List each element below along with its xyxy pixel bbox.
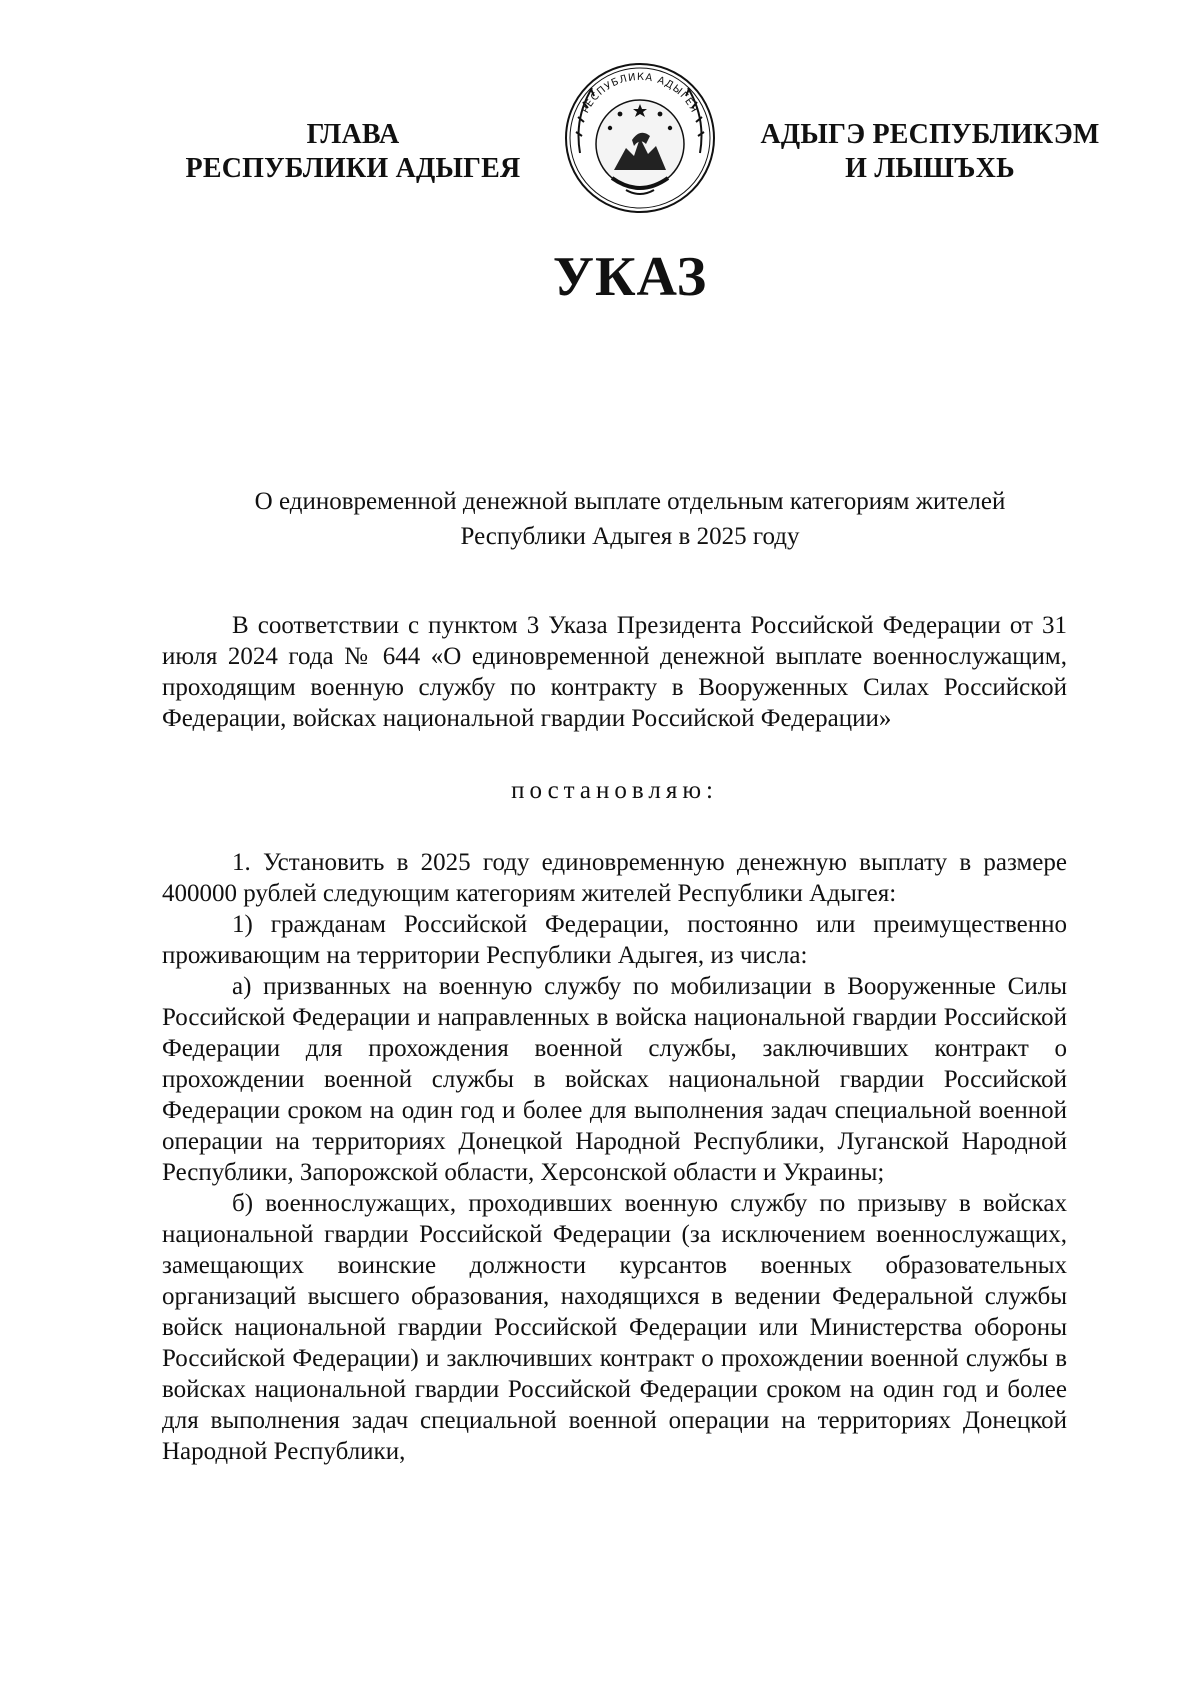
- item-1-1-b-paragraph: б) военнослужащих, проходивших военную службу по призыву в войсках национальной гвардии Российской Федерации (за исключением военнослужащих, замещающих воинские должности курсантов военных образовательных организаций высшего образования, находящихся в ведении Федеральной службы войск национальной гвардии Российской Федерации или Министерства обороны Российской Федерации) и заключивших контракт о прохождении военной службы в войсках национальной гвардии Российской Федерации сроком на один год и более для выполнения задач специальной военной операции на территориях Донецкой Народной Республики,: [162, 1190, 1067, 1465]
- coat-of-arms-icon: [560, 58, 720, 218]
- document-body: [162, 610, 1067, 1467]
- item-1-1-a-paragraph: а) призванных на военную службу по мобилизации в Вооруженные Силы Российской Федерации и направленных в войска национальной гвардии Российской Федерации для прохождения военной службы, заключивших контракт о прохождении военной службы в войсках национальной гвардии Российской Федерации сроком на один год и более для выполнения задач специальной военной операции на территориях Донецкой Народной Республики, Луганской Народной Республики, Запорожской области, Херсонской области и Украины;: [162, 973, 1067, 1186]
- document-title: УКАЗ: [552, 246, 708, 308]
- document-subject: [150, 484, 1110, 554]
- header-right-block: [740, 118, 1120, 186]
- decree-word: постановляю:: [511, 777, 718, 804]
- preamble-paragraph: В соответствии с пунктом 3 Указа Президента Российской Федерации от 31 июля 2024 года № 644 «О единовременной денежной выплате военнослужащим, проходящим военную службу по контракту в Вооруженных Силах Российской Федерации, войсках национальной гвардии Российской Федерации»: [162, 612, 1067, 732]
- item-1-1-paragraph: 1) гражданам Российской Федерации, постоянно или преимущественно проживающим на территории Республики Адыгея, из числа:: [162, 911, 1067, 969]
- header-left-line1: ГЛАВА: [306, 119, 400, 150]
- emblem-inscription: РЕСПУБЛИКА АДЫГЕЯ: [580, 71, 700, 116]
- header-left-block: [168, 118, 538, 186]
- subject-line-1: О единовременной денежной выплате отдельным категориям жителей: [254, 488, 1006, 515]
- header-left-line2: РЕСПУБЛИКИ АДЫГЕЯ: [185, 153, 521, 184]
- subject-line-2: Республики Адыгея в 2025 году: [460, 523, 800, 550]
- header-right-line1: АДЫГЭ РЕСПУБЛИКЭМ: [760, 119, 1100, 150]
- header-right-line2: И ЛЫШЪХЬ: [845, 153, 1015, 184]
- item-1-paragraph: 1. Установить в 2025 году единовременную денежную выплату в размере 400000 рублей следующим категориям жителей Республики Адыгея:: [162, 849, 1067, 907]
